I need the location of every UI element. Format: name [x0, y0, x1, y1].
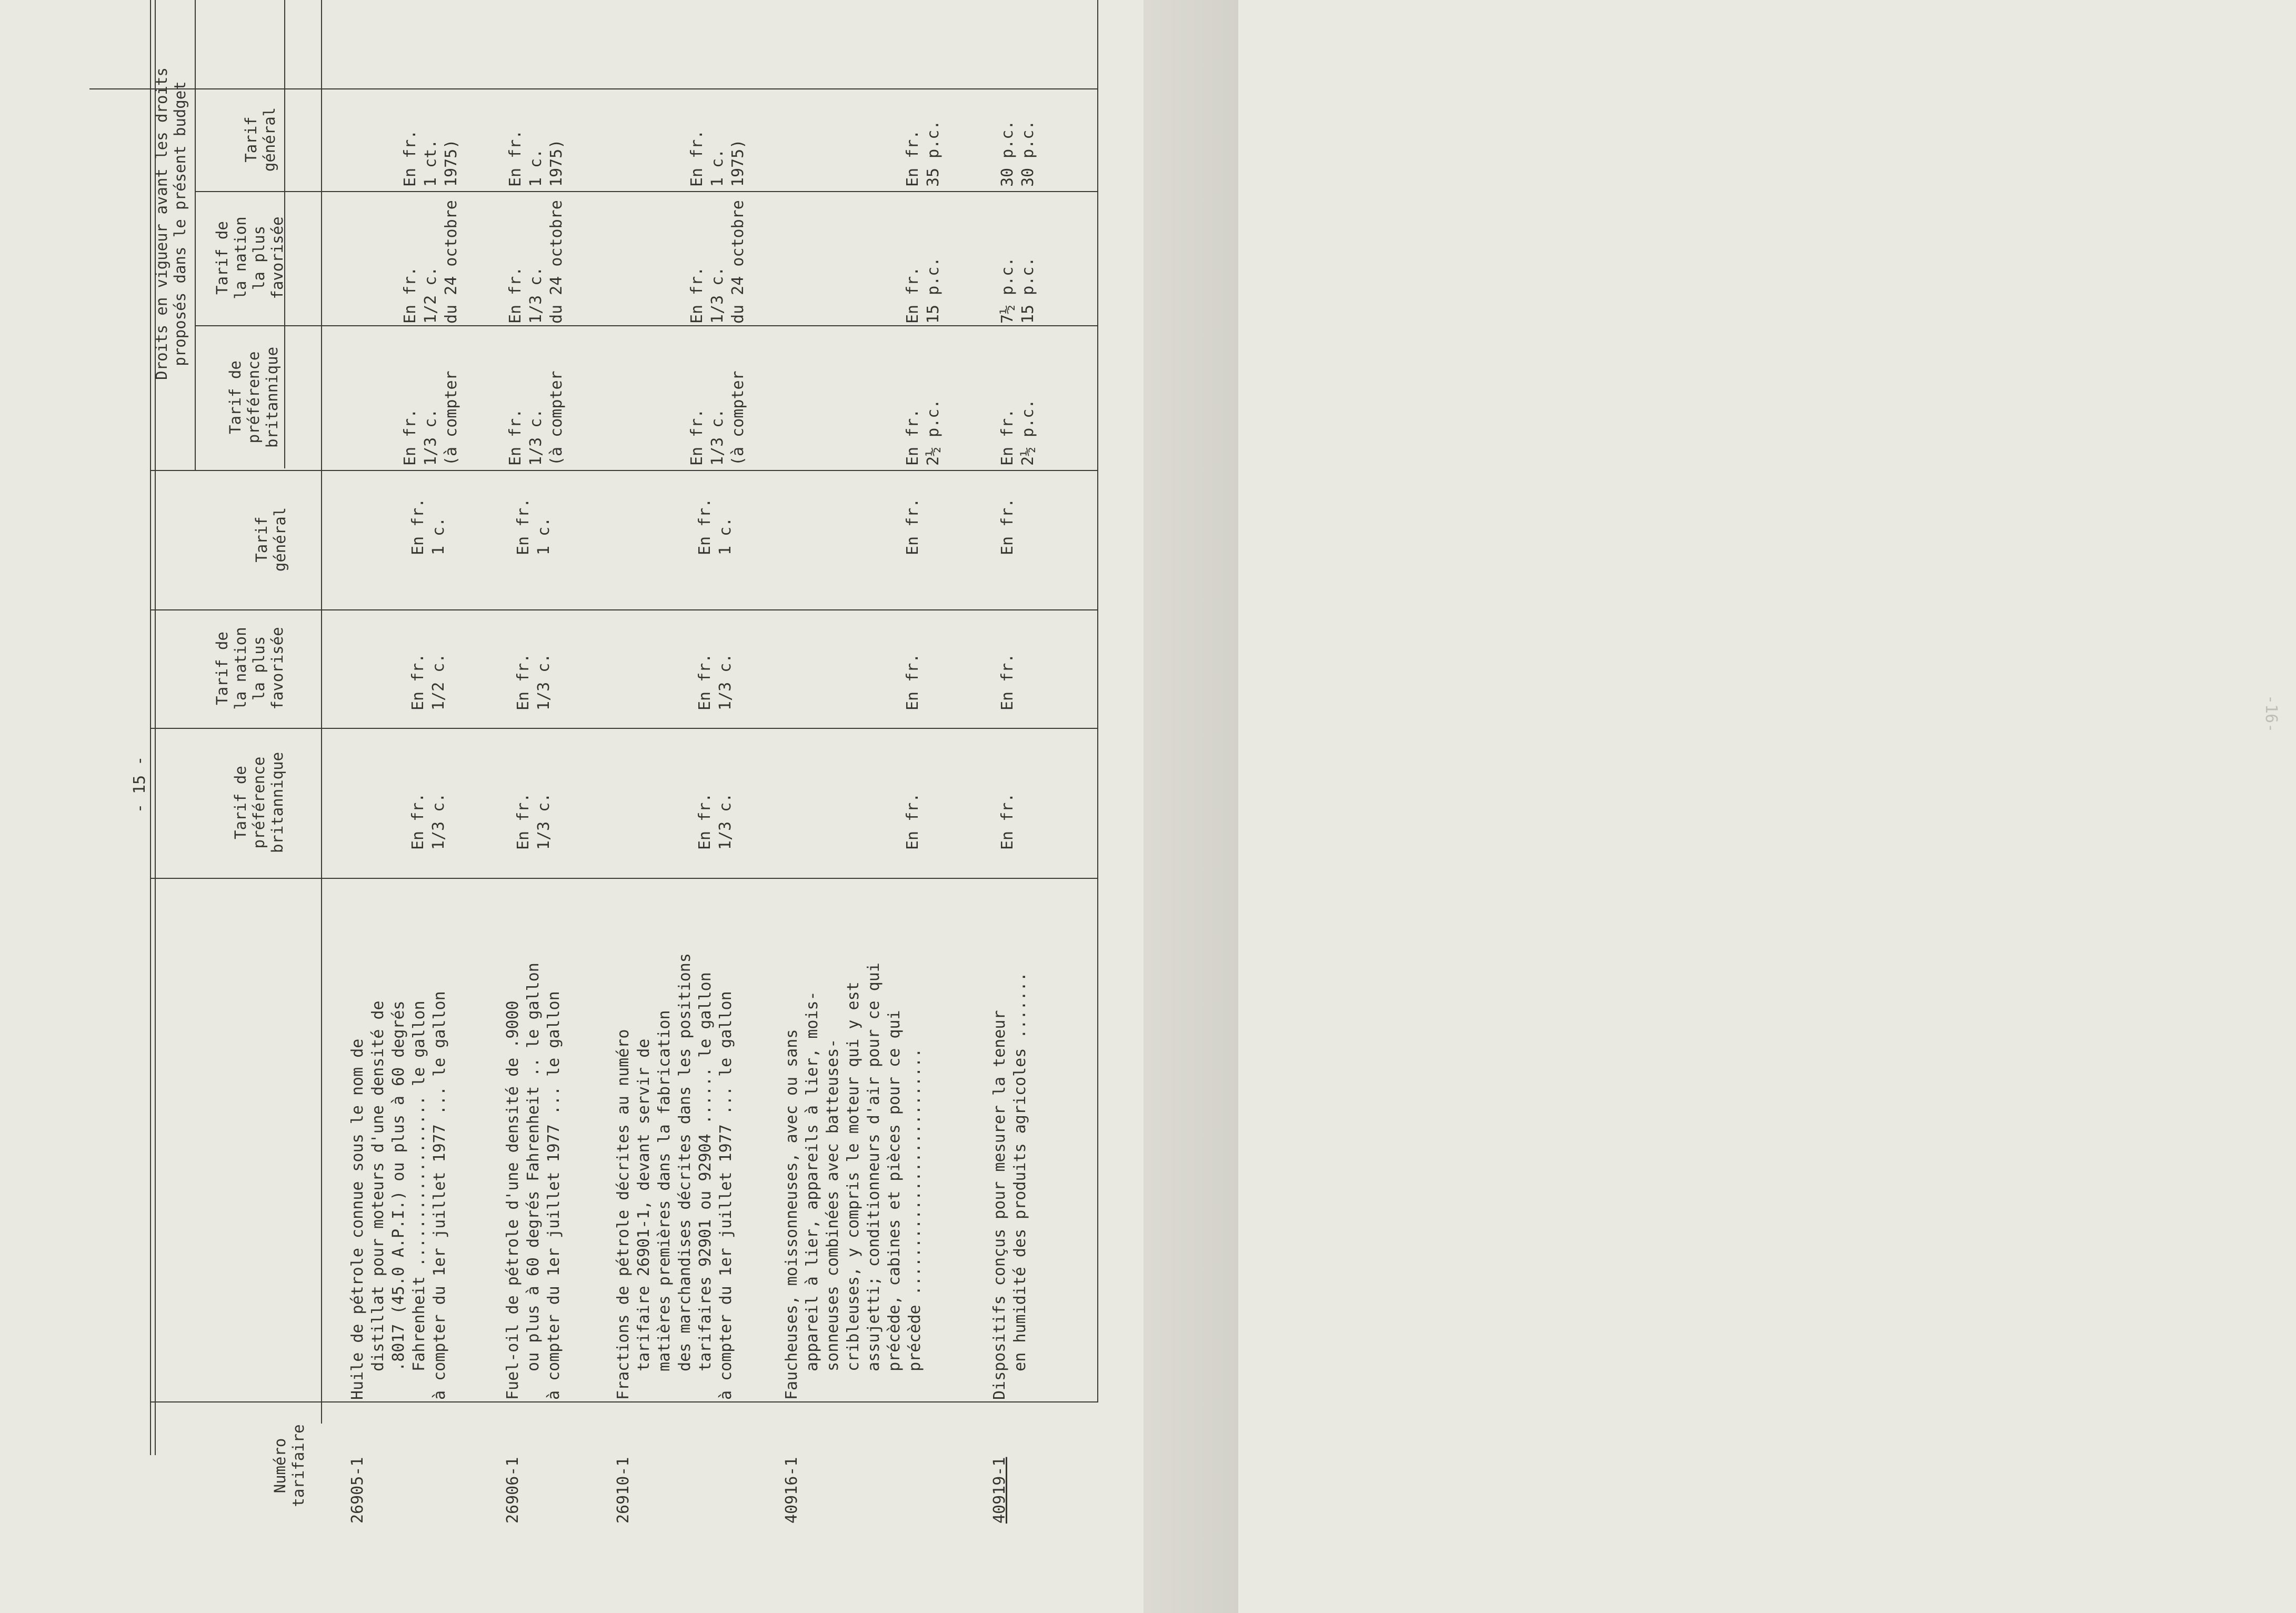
rule-bottom: [1097, 0, 1098, 1402]
row2-pref: En fr. 1/3 c.: [514, 793, 553, 850]
row3-general: En fr. 1 c.: [696, 498, 735, 555]
row3-prev-pref: En fr. 1/3 c. (à compter: [688, 370, 747, 466]
row3-pref: En fr. 1/3 c.: [696, 793, 735, 850]
row5-numero: 40919-1: [990, 1457, 1009, 1524]
header-prev-pref: Tarif de préférence britannique: [226, 346, 281, 448]
row3-prev-nation: En fr. 1/3 c. du 24 octobre: [688, 200, 747, 324]
reverse-page-number: -16-: [2262, 695, 2280, 733]
row2-general: En fr. 1 c.: [514, 498, 553, 555]
row4-prev-general: En fr. 35 p.c.: [904, 120, 943, 187]
rule-group-sub: [195, 0, 196, 471]
row2-nation: En fr. 1/3 c.: [514, 653, 553, 710]
page-number: - 15 -: [131, 756, 149, 813]
header-group: Droits en vigueur avant les droits proposés dans le présent budget: [153, 67, 189, 380]
row4-general: En fr.: [904, 498, 922, 555]
row4-nation: En fr.: [904, 653, 922, 710]
row4-desc: Faucheuses, moissonneuses, avec ou sans appareil à lier, appareils à lier, mois- sonneuses combinées avec batteuses- cribleuses, y compris le moteur qui y est assujetti; conditionneurs d'air pour ce qui précède, cabines et pièces pour ce qui précède ..........................: [783, 963, 924, 1400]
header-prev-nation: Tarif de la nation la plus favorisée: [213, 216, 286, 299]
header-nation-fav: Tarif de la nation la plus favorisée: [213, 627, 286, 710]
rule-col-desc: [150, 878, 1097, 879]
row3-nation: En fr. 1/3 c.: [696, 653, 735, 710]
row2-prev-pref: En fr. 1/3 c. (à compter: [506, 370, 566, 466]
row3-desc-2: à compter du 1er juillet 1977 ... le gallon: [717, 991, 735, 1400]
row2-desc-2: à compter du 1er juillet 1977 ... le gallon: [545, 991, 563, 1400]
row5-desc: Dispositifs conçus pour mesurer la teneur en humidité des produits agricoles .......: [990, 972, 1029, 1400]
row5-prev-nation: 7½ p.c. 15 p.c.: [998, 257, 1037, 324]
row2-prev-general: En fr. 1 c. 1975): [506, 129, 566, 187]
row2-prev-nation: En fr. 1/3 c. du 24 octobre: [506, 200, 566, 324]
header-pref-brit: Tarif de préférence britannique: [232, 752, 286, 854]
rule-col-nation: [150, 609, 1097, 610]
row4-pref: En fr.: [904, 793, 922, 850]
bleed-through-text: [2217, 63, 2296, 853]
row3-numero: 26910-1: [614, 1457, 633, 1524]
row3-desc-1: Fractions de pétrole décrites au numéro tarifaire 26901-1, devant servir de matières premières dans la fabrication des marchandises décrites dans les positions tarifaires 92901 ou 92904 ...... le gallon: [614, 953, 715, 1400]
header-numero: Numéro tarifaire: [271, 1424, 307, 1507]
row5-prev-pref: En fr. 2½ p.c.: [998, 399, 1037, 466]
row1-desc-2: à compter du 1er juillet 1977 ... le gallon: [430, 991, 449, 1400]
row5-general: En fr.: [998, 498, 1017, 555]
row1-prev-general: En fr. 1 ct. 1975): [401, 129, 460, 187]
row4-prev-nation: En fr. 15 p.c.: [904, 257, 943, 324]
row1-numero: 26905-1: [348, 1457, 367, 1524]
rule-col-general: [150, 470, 1097, 471]
row1-desc-1: Huile de pétrole connue sous le nom de distillat pour moteurs d'une densité de .8017 (45.0 A.P.I.) ou plus à 60 degrés Fahrenheit .................. le gallon: [348, 1000, 428, 1400]
row4-prev-pref: En fr. 2½ p.c.: [904, 399, 943, 466]
rule-header-bottom: [321, 0, 322, 1424]
row1-nation: En fr. 1/2 c.: [409, 653, 448, 710]
rule-col-num: [150, 1401, 1097, 1402]
row1-prev-nation: En fr. 1/2 c. du 24 octobre: [401, 200, 460, 324]
row1-general: En fr. 1 c.: [409, 498, 448, 555]
rule-group-right: [89, 88, 1097, 89]
rule-col-pref: [150, 728, 1097, 729]
rule-group-b: [195, 191, 1097, 192]
row2-numero: 26906-1: [504, 1457, 522, 1524]
row5-prev-general: 30 p.c. 30 p.c.: [998, 120, 1037, 187]
rule-group-a: [195, 325, 1097, 326]
row2-desc-1: Fuel-oil de pétrole d'une densité de .9000 ou plus à 60 degrés Fahrenheit .. le gallon: [504, 963, 543, 1400]
row5-nation: En fr.: [998, 653, 1017, 710]
header-general: Tarif général: [253, 507, 289, 572]
header-prev-general: Tarif général: [242, 107, 278, 172]
row5-pref: En fr.: [998, 793, 1017, 850]
row3-prev-general: En fr. 1 c. 1975): [688, 129, 747, 187]
row1-prev-pref: En fr. 1/3 c. (à compter: [401, 370, 460, 466]
row1-pref: En fr. 1/3 c.: [409, 793, 448, 850]
row4-numero: 40916-1: [783, 1457, 801, 1524]
